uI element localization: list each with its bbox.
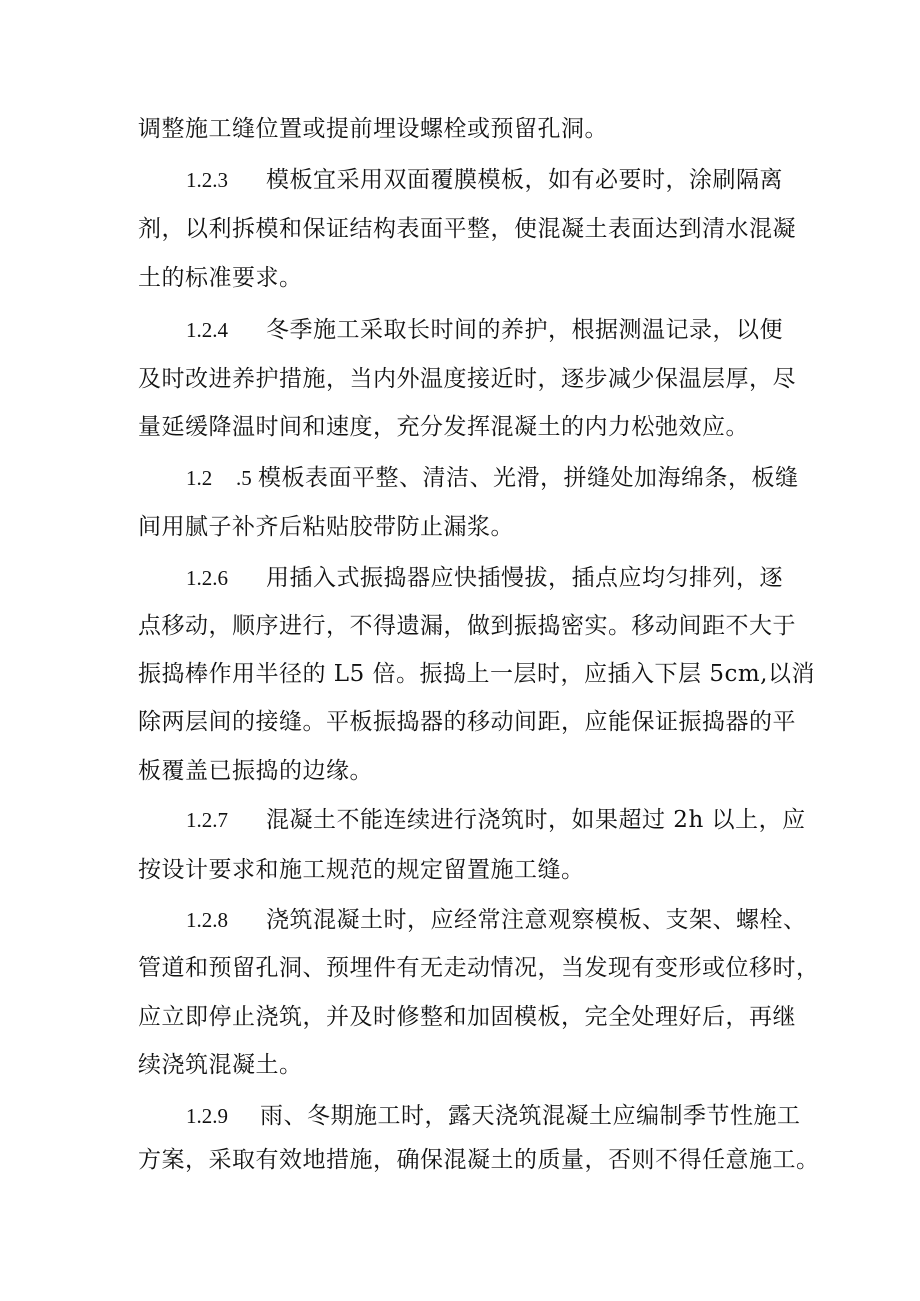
text: 剂，以利拆模和保证结构表面平整，使混凝土表面达到清水混凝 (138, 216, 796, 242)
text-line (138, 1050, 303, 1080)
section-number: 1.2 (186, 466, 213, 490)
text: 方案，采取有效地措施，确保混凝土的质量，否则不得任意施工。 (138, 1147, 820, 1173)
text-line (138, 263, 303, 293)
section-number: 1.2.8 (186, 908, 228, 932)
text: 冬季施工采取长时间的养护，根据测温记录，以便 (266, 317, 783, 343)
text: 雨、冬期施工时，露天浇筑混凝土应编制季节性施工 (260, 1103, 801, 1129)
section-number: 1.2.4 (186, 318, 228, 342)
text: 浇筑混凝土时，应经常注意观察模板、支架、螺栓、 (266, 907, 807, 933)
section-number-suffix: .5 (236, 466, 252, 490)
text: 按设计要求和施工规范的规定留置施工缝。 (138, 857, 585, 883)
text: 应立即停止浇筑，并及时修整和加固模板，完全处理好后，再继 (138, 1004, 796, 1030)
section-number: 1.2.9 (186, 1104, 228, 1128)
text: 调整施工缝位置或提前埋设螺栓或预留孔洞。 (138, 116, 608, 142)
text: 用插入式振捣器应快插慢拔，插点应均匀排列，逐 (266, 565, 783, 591)
section-number: 1.2.3 (186, 168, 228, 192)
text: 振捣棒作用半径的 L5 倍。振捣上一层时，应插入下层 5cm,以消 (138, 661, 815, 687)
section-1-2-8-first-line (186, 905, 807, 935)
text-line (138, 364, 796, 394)
text-line (138, 214, 796, 244)
section-1-2-3-first-line (186, 165, 783, 195)
section-1-2-4-first-line (186, 315, 783, 345)
text: 及时改进养护措施，当内外温度接近时，逐步减少保温层厚，尽 (138, 366, 796, 392)
section-number: 1.2.6 (186, 566, 228, 590)
section-1-2-6-first-line (186, 563, 783, 593)
text: 续浇筑混凝土。 (138, 1052, 303, 1078)
text: 点移动，顺序进行，不得遗漏，做到振捣密实。移动间距不大于 (138, 613, 796, 639)
text-line (138, 1145, 820, 1175)
section-1-2-9-first-line (186, 1101, 801, 1131)
text: 间用腻子补齐后粘贴胶带防止漏浆。 (138, 514, 514, 540)
text-line (138, 756, 373, 786)
text: 混凝土不能连续进行浇筑时，如果超过 2h 以上，应 (266, 807, 806, 833)
section-1-2-5-first-line (186, 463, 799, 493)
text-line (138, 114, 608, 144)
text: 土的标准要求。 (138, 265, 303, 291)
text-line (138, 707, 796, 737)
text-line (138, 659, 815, 689)
text: 板覆盖已振捣的边缘。 (138, 758, 373, 784)
text: 模板表面平整、清洁、光滑，拼缝处加海绵条，板缝 (258, 465, 799, 491)
text: 除两层间的接缝。平板振捣器的移动间距，应能保证振捣器的平 (138, 709, 796, 735)
text: 量延缓降温时间和速度，充分发挥混凝土的内力松弛效应。 (138, 414, 749, 440)
section-number: 1.2.7 (186, 808, 228, 832)
text: 管道和预留孔洞、预埋件有无走动情况，当发现有变形或位移时， (138, 955, 820, 981)
text: 模板宜采用双面覆膜模板，如有必要时，涂刷隔离 (266, 167, 783, 193)
text-line (138, 1002, 796, 1032)
text-line (138, 412, 749, 442)
text-line (138, 512, 514, 542)
text-line (138, 611, 796, 641)
section-1-2-7-first-line (186, 805, 806, 835)
text-line (138, 953, 820, 983)
text-line (138, 855, 585, 885)
